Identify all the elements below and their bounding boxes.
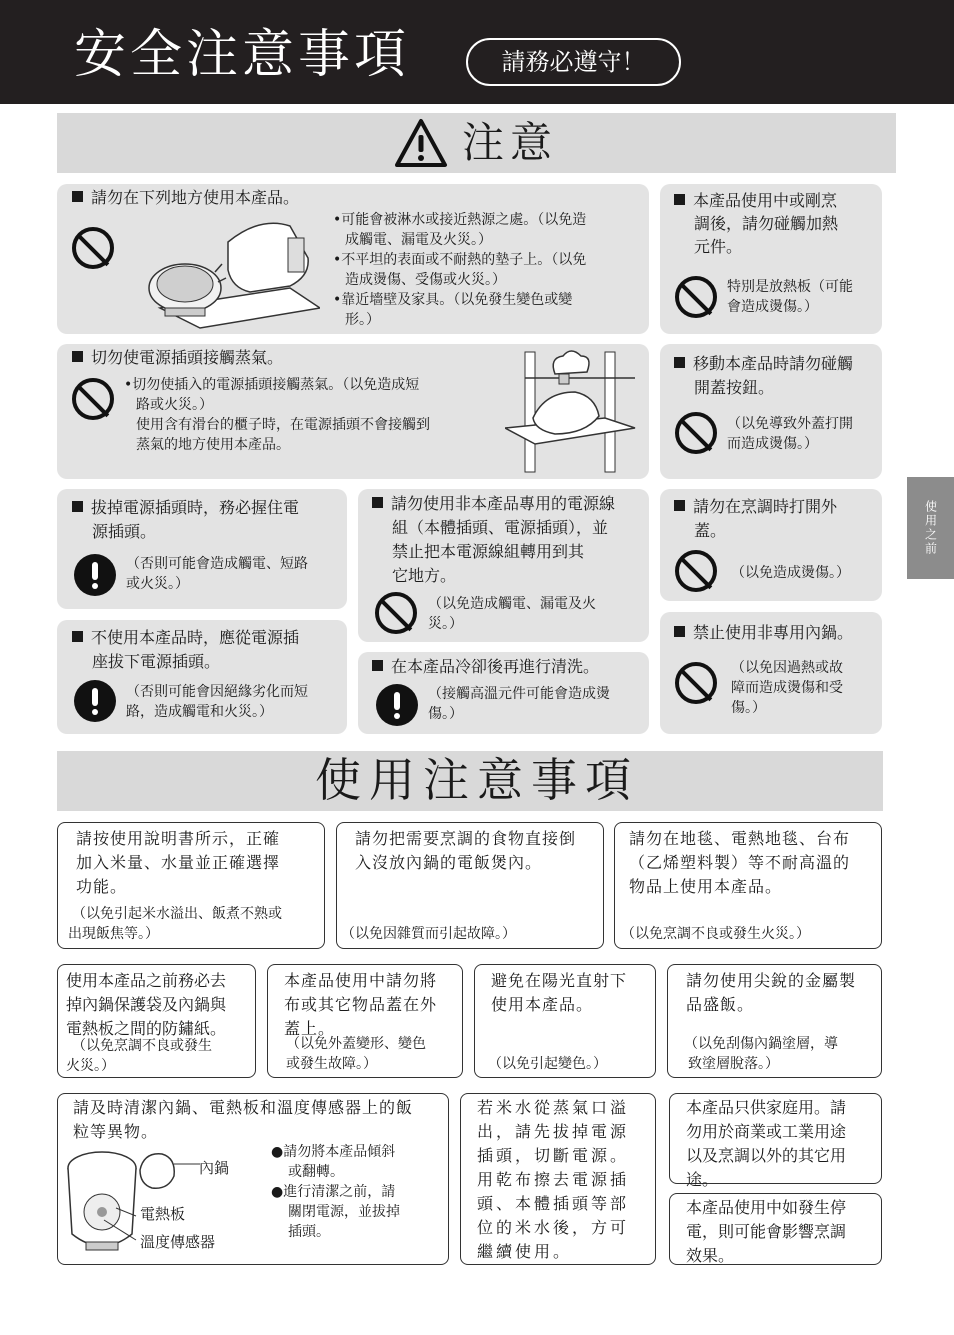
usage-title: 使用注意事項 <box>315 753 639 807</box>
caution-note: （接觸高溫元件可能會造成燙 傷。） <box>428 686 610 722</box>
usage-text: 本產品使用中請勿將 布或其它物品蓋在外 蓋上。 <box>284 971 438 1038</box>
caution-box-title: 拔掉電源插頭時，務必握住電 源插頭。 <box>72 496 299 544</box>
cabinet-steam-illustration <box>505 348 645 476</box>
prohibition-icon <box>675 276 717 318</box>
inner-pot-label: 內鍋 <box>199 1159 230 1177</box>
usage-text: 請及時清潔內鍋、電熱板和溫度傳感器上的飯 粒等異物。 <box>73 1098 414 1141</box>
caution-note: （以免因過熱或故 障而造成燙傷和受 傷。） <box>731 660 843 716</box>
caution-note: （否則可能會造成觸電、短路 或火災。） <box>126 556 308 592</box>
caution-note: （以免造成燙傷。） <box>731 565 850 581</box>
usage-note: （以免引起米水溢出、飯煮不熟或 出現飯焦等。） <box>68 906 282 942</box>
caution-note: 特別是放熱板（可能 會造成燙傷。） <box>727 279 853 315</box>
prohibition-icon <box>72 227 114 269</box>
caution-box-title: 禁止使用非專用內鍋。 <box>674 622 853 644</box>
usage-text: 請勿在地毯、電熱地毯、台布 （乙烯塑料製）等不耐高溫的 物品上使用本產品。 <box>629 829 851 896</box>
rice-cooker-on-stove-illustration <box>140 212 320 330</box>
usage-text: 使用本產品之前務必去 掉內鍋保護袋及內鍋與 電熱板之間的防鏽紙。 <box>66 971 227 1038</box>
caution-list: •可能會被淋水或接近熱源之處。（以免造 成觸電、漏電及火災。） •不平坦的表面或不耐熱的墊子上。（以免 造成燙傷、受傷或火災。） •靠近墻壁及家具。（以免發生變色或變 形。） <box>333 212 587 328</box>
side-tab-before-use: 使用之前 <box>907 477 954 579</box>
caution-box-title: 本產品使用中或剛烹 調後，請勿碰觸加熱 元件。 <box>674 189 838 258</box>
usage-text: 本產品使用中如發生停 電，則可能會影響烹調 效果。 <box>686 1198 847 1265</box>
prohibition-icon <box>375 592 417 634</box>
usage-note: （以免烹調不良或發生火災。） <box>621 926 810 942</box>
caution-box-title: 請勿使用非本產品專用的電源線 組（本體插頭、電源插頭），並 禁止把本電源線組轉用到其 它地方。 <box>372 492 615 588</box>
caution-box-title: 在本產品冷卻後再進行清洗。 <box>372 656 599 678</box>
usage-note: （以免外蓋變形、變色 或發生故障。） <box>286 1036 426 1072</box>
usage-text: 若米水從蒸氣口溢 出，請先拔掉電源 插頭，切斷電源。 用乾布擦去電源插 頭、本體插頭等部 位的米水後，方可 繼續使用。 <box>477 1098 630 1261</box>
caution-note: （以免導致外蓋打開 而造成燙傷。） <box>727 416 853 452</box>
usage-text: 請按使用說明書所示，正確 加入米量、水量並正確選擇 功能。 <box>76 829 281 896</box>
caution-note: （以免造成觸電、漏電及火 災。） <box>428 596 596 632</box>
usage-text: 避免在陽光直射下 使用本產品。 <box>491 971 628 1014</box>
usage-note: （以免刮傷內鍋塗層，導 致塗層脫落。） <box>684 1036 838 1072</box>
prohibition-icon <box>675 412 717 454</box>
usage-text: 請勿把需要烹調的食物直接倒 入沒放內鍋的電飯煲內。 <box>355 829 577 872</box>
must-follow-badge: 請務必遵守！ <box>466 38 681 86</box>
caution-box-title: 不使用本產品時，應從電源插 座拔下電源插頭。 <box>72 626 299 674</box>
caution-note: （否則可能會因絕緣劣化而短 路，造成觸電和火災。） <box>126 684 308 720</box>
caution-title: 注意 <box>462 118 559 167</box>
page-title: 安全注意事項 <box>74 25 411 85</box>
caution-list: •切勿使插入的電源插頭接觸蒸氣。（以免造成短 路或火災。） 使用含有滑台的櫃子時，在電源插頭不會接觸到 蒸氣的地方使用本產品。 <box>124 377 430 453</box>
caution-box-title: 請勿在下列地方使用本產品。 <box>72 187 299 209</box>
cleaning-bullets: ●請勿將本產品傾斜 或翻轉。 ●進行清潔之前，請 關閉電源，並拔掉 插頭。 <box>271 1144 400 1240</box>
mandatory-action-icon <box>376 684 418 726</box>
prohibition-icon <box>675 550 717 592</box>
caution-box-title: 移動本產品時請勿碰觸 開蓋按鈕。 <box>674 352 853 400</box>
prohibition-icon <box>675 662 717 704</box>
usage-text: 本產品只供家庭用。請 勿用於商業或工業用途 以及烹調以外的其它用 途。 <box>686 1098 847 1189</box>
usage-note: （以免烹調不良或發生 火災。） <box>66 1038 212 1074</box>
usage-note: （以免因雜質而引起故障。） <box>341 926 516 942</box>
usage-note: （以免引起變色。） <box>488 1056 607 1072</box>
warning-triangle-icon <box>394 118 448 168</box>
heater-plate-label: 電熱板 <box>140 1205 186 1223</box>
mandatory-action-icon <box>74 680 116 722</box>
caution-box-title: 請勿在烹調時打開外 蓋。 <box>674 495 837 543</box>
mandatory-action-icon <box>74 554 116 596</box>
prohibition-icon <box>72 378 114 420</box>
usage-text: 請勿使用尖銳的金屬製 品盛飯。 <box>686 971 857 1014</box>
temperature-sensor-label: 溫度傳感器 <box>140 1233 216 1251</box>
caution-box-title: 切勿使電源插頭接觸蒸氣。 <box>72 347 283 369</box>
